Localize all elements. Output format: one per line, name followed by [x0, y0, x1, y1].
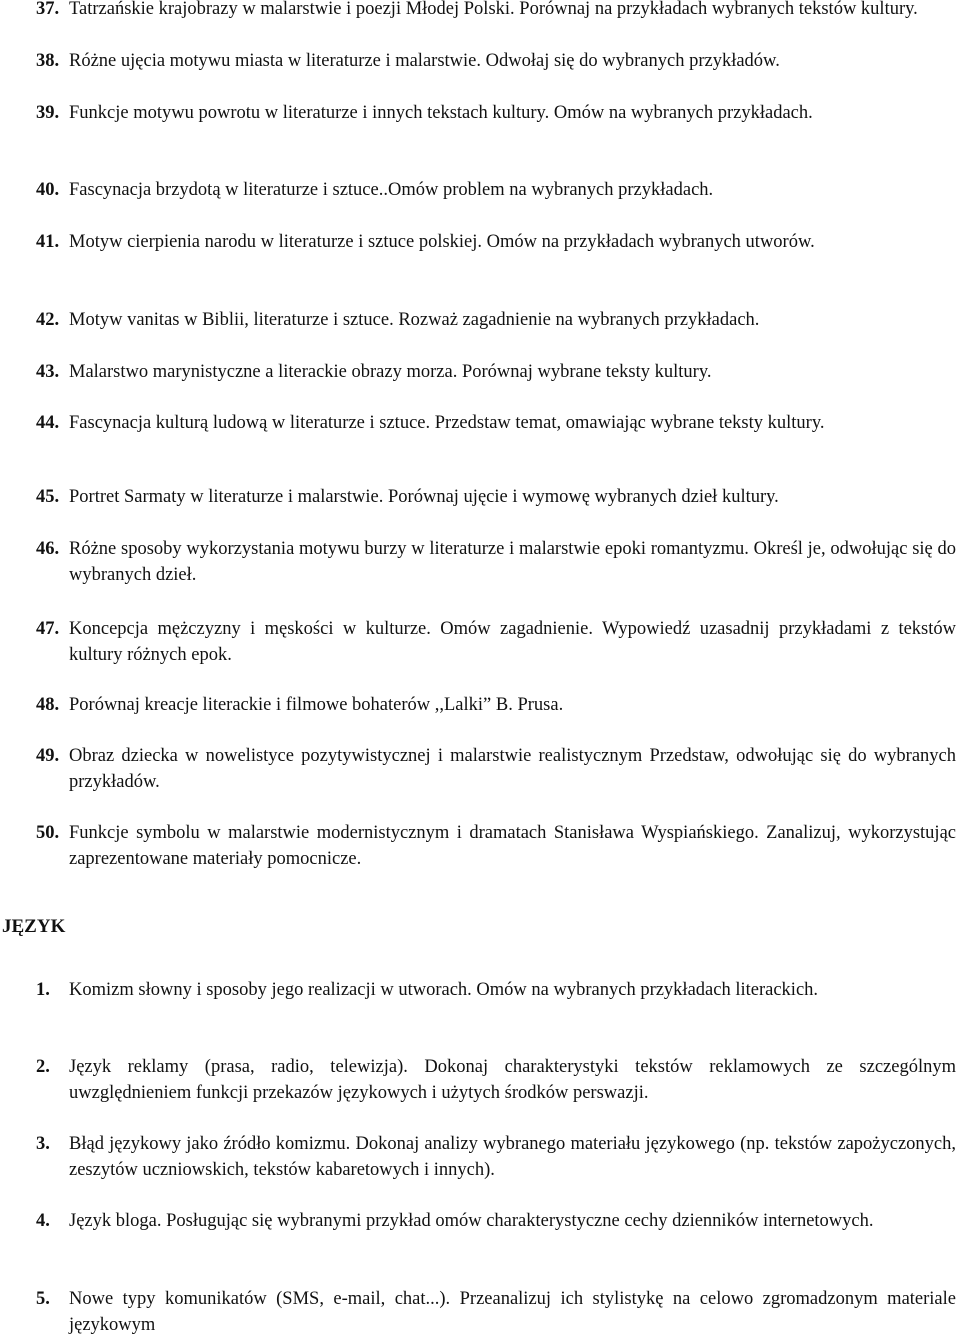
- list-item-38: [36, 48, 956, 74]
- list-item-1: [36, 977, 956, 1003]
- item-text: Motyw cierpienia narodu w literaturze i sztuce polskiej. Omów na przykładach wybranych utworów.: [69, 232, 815, 252]
- item-number: 50.: [36, 823, 60, 843]
- item-text: Błąd językowy jako źródło komizmu. Dokonaj analizy wybranego materiału językowego (np. tekstów zapożyczonych, zeszytów uczniowskich, tekstów kabaretowych i innych).: [69, 1134, 956, 1180]
- item-number: 40.: [36, 180, 60, 200]
- list-item-45: [36, 484, 956, 510]
- item-number: 48.: [36, 695, 60, 715]
- item-text: Język bloga. Posługując się wybranymi przykład omów charakterystyczne cechy dzienników internetowych.: [69, 1211, 874, 1231]
- item-number: 44.: [36, 413, 60, 433]
- item-text: Komizm słowny i sposoby jego realizacji w utworach. Omów na wybranych przykładach literackich.: [69, 980, 819, 1000]
- item-number: 42.: [36, 310, 60, 330]
- item-text: Różne sposoby wykorzystania motywu burzy w literaturze i malarstwie epoki romantyzmu. Określ je, odwołując się do wybranych dzieł.: [69, 539, 956, 585]
- list-item-37: [36, 0, 956, 22]
- item-text: Malarstwo marynistyczne a literackie obrazy morza. Porównaj wybrane teksty kultury.: [69, 362, 712, 382]
- item-text: Fascynacja kulturą ludową w literaturze i sztuce. Przedstaw temat, omawiając wybrane teksty kultury.: [69, 413, 825, 433]
- list-item-43: [36, 359, 956, 385]
- item-number: 46.: [36, 539, 60, 559]
- item-number: 49.: [36, 746, 60, 766]
- item-number: 37.: [36, 0, 60, 19]
- item-number: 38.: [36, 51, 60, 71]
- list-item-2: [36, 1054, 956, 1106]
- item-text: Tatrzańskie krajobrazy w malarstwie i poezji Młodej Polski. Porównaj na przykładach wybranych tekstów kultury.: [69, 0, 918, 19]
- item-text: Motyw vanitas w Biblii, literaturze i sztuce. Rozważ zagadnienie na wybranych przykładach.: [69, 310, 760, 330]
- list-item-39: [36, 100, 956, 126]
- list-item-44: [36, 410, 956, 436]
- item-text: Portret Sarmaty w literaturze i malarstwie. Porównaj ujęcie i wymowę wybranych dzieł kultury.: [69, 487, 779, 507]
- section-heading: JĘZYK: [2, 916, 66, 937]
- item-text: Porównaj kreacje literackie i filmowe bohaterów ,,Lalki” B. Prusa.: [69, 695, 564, 715]
- list-item-41: [36, 229, 956, 255]
- item-number: 41.: [36, 232, 60, 252]
- list-item-5: [36, 1286, 956, 1338]
- list-item-46: [36, 536, 956, 588]
- list-item-3: [36, 1131, 956, 1183]
- item-text: Koncepcja mężczyzny i męskości w kulturze. Omów zagadnienie. Wypowiedź uzasadnij przykładami z tekstów kultury różnych epok.: [69, 619, 956, 665]
- item-number: 47.: [36, 619, 60, 639]
- list-item-4: [36, 1208, 956, 1234]
- item-number: 3.: [36, 1134, 50, 1154]
- list-item-47: [36, 616, 956, 668]
- item-text: Obraz dziecka w nowelistyce pozytywistycznej i malarstwie realistycznym Przedstaw, odwołując się do wybranych przykładów.: [69, 746, 956, 792]
- item-text: Fascynacja brzydotą w literaturze i sztuce..Omów problem na wybranych przykładach.: [69, 180, 714, 200]
- item-text: Nowe typy komunikatów (SMS, e-mail, chat...). Przeanalizuj ich stylistykę na celowo zgromadzonym materiale językowym: [69, 1289, 956, 1335]
- item-text: Różne ujęcia motywu miasta w literaturze i malarstwie. Odwołaj się do wybranych przykładów.: [69, 51, 780, 71]
- list-item-42: [36, 307, 956, 333]
- list-item-40: [36, 177, 956, 203]
- item-number: 39.: [36, 103, 60, 123]
- item-text: Język reklamy (prasa, radio, telewizja). Dokonaj charakterystyki tekstów reklamowych ze szczególnym uwzględnieniem funkcji przekazów językowych i użytych środków perswazji.: [69, 1057, 956, 1103]
- item-text: Funkcje symbolu w malarstwie modernistycznym i dramatach Stanisława Wyspiańskiego. Zanalizuj, wykorzystując zaprezentowane materiały pomocnicze.: [69, 823, 956, 869]
- item-number: 2.: [36, 1057, 50, 1077]
- item-number: 1.: [36, 980, 50, 1000]
- list-item-50: [36, 820, 956, 872]
- item-number: 45.: [36, 487, 60, 507]
- item-number: 4.: [36, 1211, 50, 1231]
- item-number: 5.: [36, 1289, 50, 1309]
- list-item-49: [36, 743, 956, 795]
- list-item-48: [36, 692, 956, 718]
- item-text: Funkcje motywu powrotu w literaturze i innych tekstach kultury. Omów na wybranych przykładach.: [69, 103, 813, 123]
- item-number: 43.: [36, 362, 60, 382]
